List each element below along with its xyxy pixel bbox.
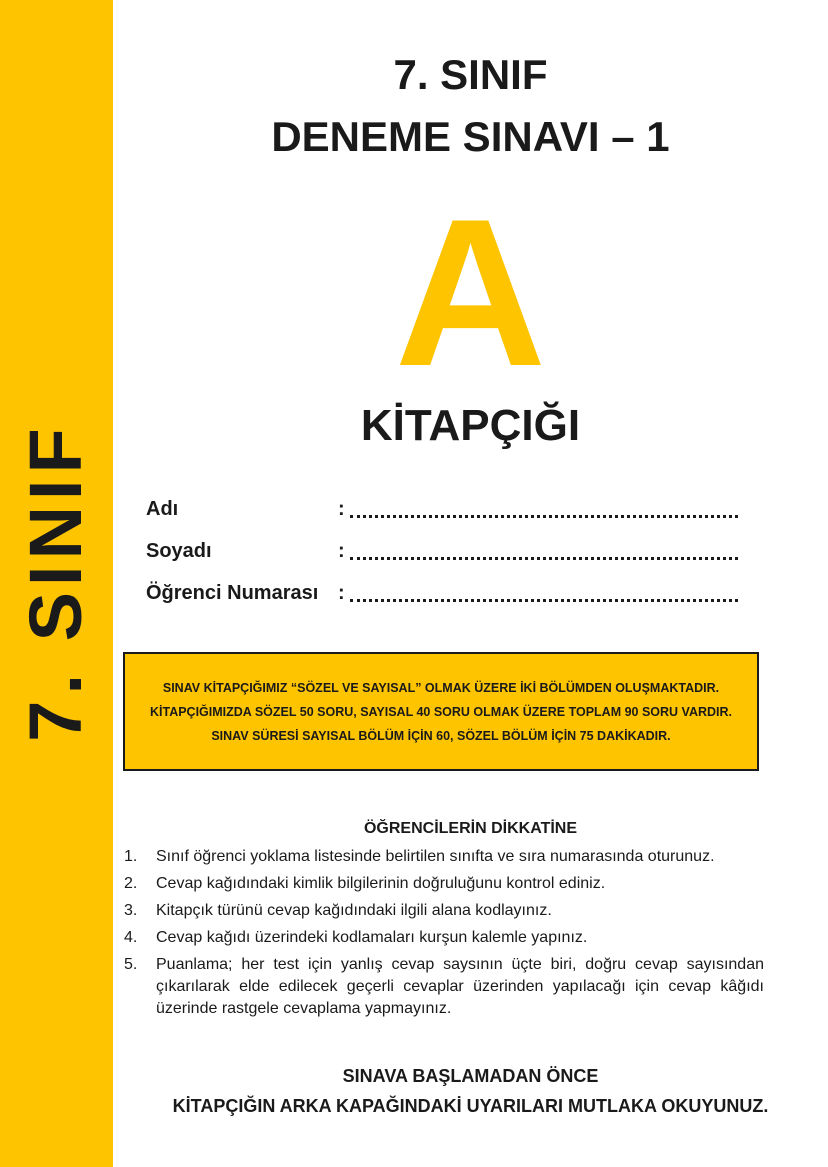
notice-item-number: 4.	[124, 929, 138, 946]
surname-label: Soyadı	[146, 540, 212, 562]
footer-warning-line-2: KİTAPÇIĞIN ARKA KAPAĞINDAKİ UYARILARI MUTLAKA OKUYUNUZ.	[172, 1096, 769, 1116]
notice-item-text: Kitapçık türünü cevap kağıdındaki ilgili alana kodlayınız.	[156, 902, 552, 919]
student-number-label: Öğrenci Numarası	[146, 582, 319, 604]
exam-title: DENEME SINAVI – 1	[271, 113, 670, 160]
surname-field[interactable]	[350, 557, 738, 560]
notice-item-text: Sınıf öğrenci yoklama listesinde belirtilen sınıfta ve sıra numarasında oturunuz.	[156, 848, 715, 865]
info-line-sections: SINAV KİTAPÇIĞIMIZ “SÖZEL VE SAYISAL” OLMAK ÜZERE İKİ BÖLÜMDEN OLUŞMAKTADIR.	[162, 680, 720, 695]
student-number-field-row	[146, 582, 746, 606]
field-colon: :	[338, 498, 345, 520]
name-field-row	[146, 498, 746, 522]
notice-item	[124, 954, 764, 1020]
notice-title: ÖĞRENCİLERİN DİKKATİNE	[363, 820, 578, 837]
notice-item-text: Cevap kağıdı üzerindeki kodlamaları kurşun kalemle yapınız.	[156, 929, 588, 946]
info-line-duration: SINAV SÜRESİ SAYISAL BÖLÜM İÇİN 60, SÖZEL BÖLÜM İÇİN 75 DAKİKADIR.	[211, 728, 671, 743]
notice-item-number: 2.	[124, 875, 138, 892]
surname-field-row	[146, 540, 746, 564]
side-grade-label: 7. SINIF	[14, 422, 97, 742]
notice-item-text: Puanlama; her test için yanlış cevap saysının üçte biri, doğru cevap sayısından çıkarılarak elde edilecek geçerli cevaplar üzerinden yapılacağı için cevap kâğıdı üzerinde rastgele cevaplama yapmayınız.	[156, 956, 764, 1017]
notice-item-number: 1.	[124, 848, 138, 865]
notice-item	[124, 927, 764, 949]
info-line-question-count: KİTAPÇIĞIMIZDA SÖZEL 50 SORU, SAYISAL 40 SORU OLMAK ÜZERE TOPLAM 90 SORU VARDIR.	[149, 704, 733, 719]
notice-item	[124, 846, 764, 868]
grade-title: 7. SINIF	[393, 51, 548, 98]
booklet-label: KİTAPÇIĞI	[360, 401, 581, 450]
name-field[interactable]	[350, 515, 738, 518]
notice-item-number: 5.	[124, 956, 138, 973]
student-number-field[interactable]	[350, 599, 738, 602]
notice-item	[124, 873, 764, 895]
notice-list	[124, 846, 764, 1025]
footer-warning-line-1: SINAVA BAŞLAMADAN ÖNCE	[342, 1066, 599, 1086]
field-colon: :	[338, 540, 345, 562]
notice-item-text: Cevap kağıdındaki kimlik bilgilerinin doğruluğunu kontrol ediniz.	[156, 875, 606, 892]
notice-item	[124, 900, 764, 922]
booklet-letter: A	[394, 175, 547, 410]
exam-info-box	[123, 652, 759, 771]
name-label: Adı	[146, 498, 179, 520]
field-colon: :	[338, 582, 345, 604]
notice-item-number: 3.	[124, 902, 138, 919]
